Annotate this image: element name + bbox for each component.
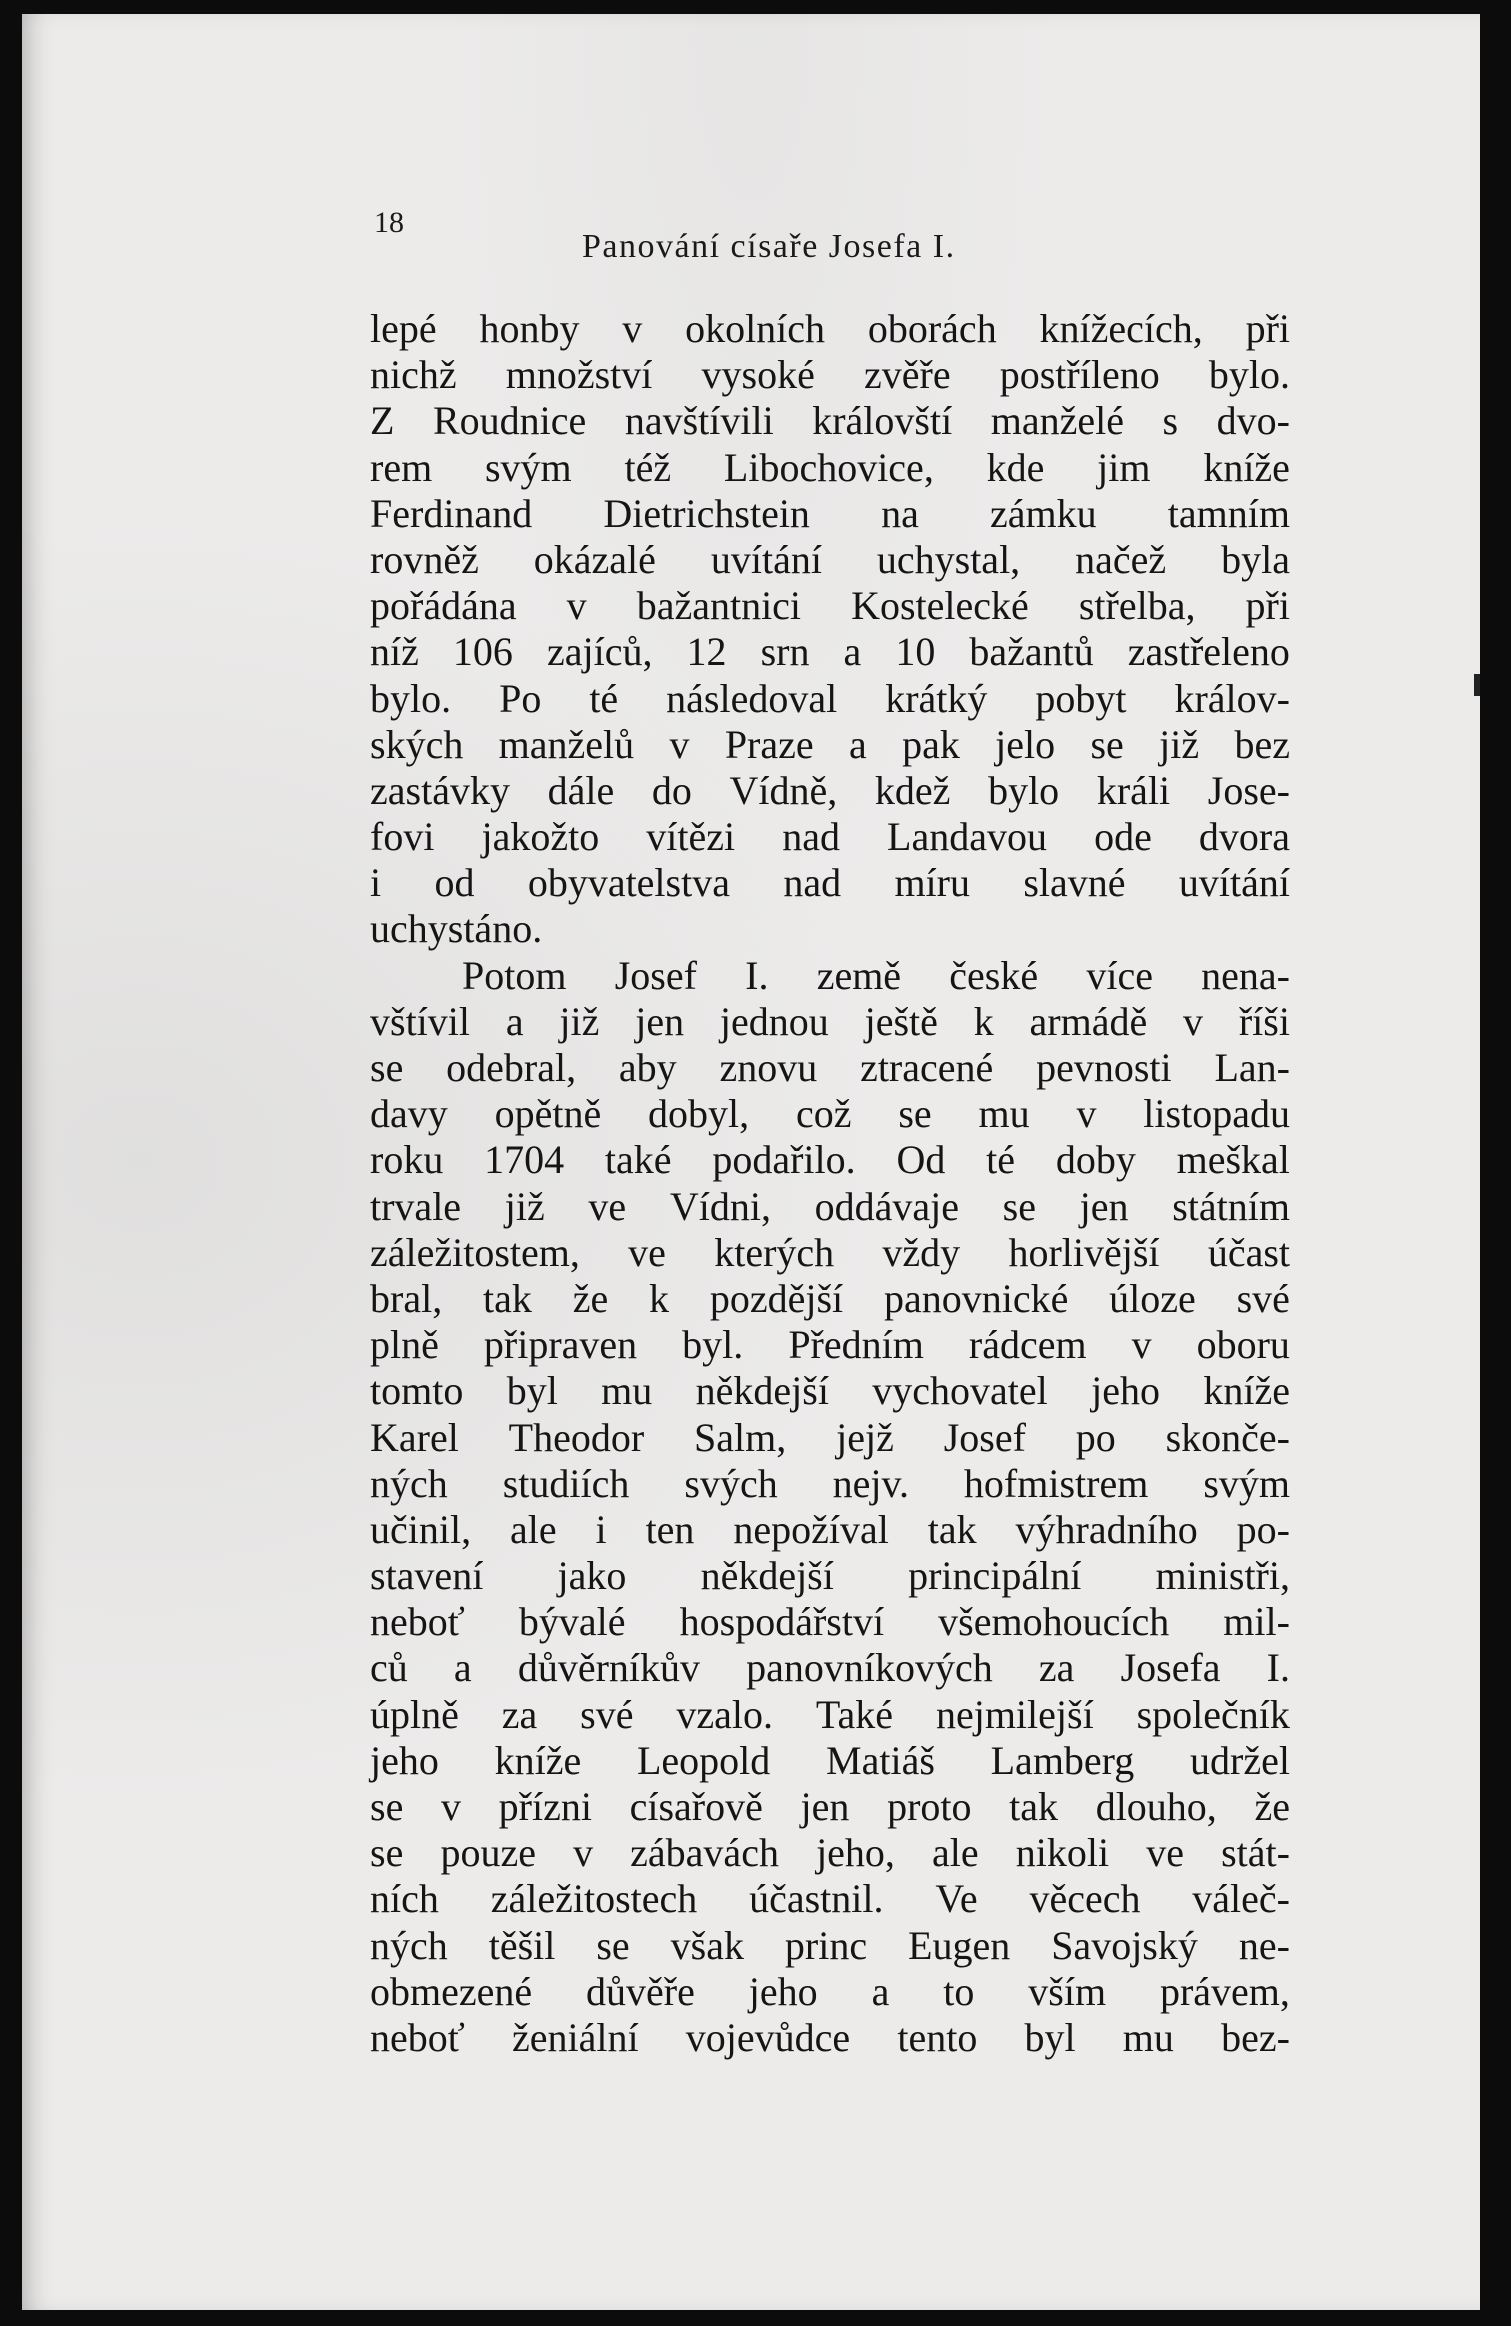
text-line: ných těšil se však princ Eugen Savojský ne- <box>370 1922 1290 1968</box>
text-line: ských manželů v Praze a pak jelo se již bez <box>370 721 1290 767</box>
body-text <box>370 306 1290 2061</box>
text-line: bylo. Po té následoval krátký pobyt králov- <box>370 675 1290 721</box>
text-line: se v přízni císařově jen proto tak dlouho, že <box>370 1784 1290 1829</box>
text-line: záležitostem, ve kterých vždy horlivější účast <box>370 1229 1290 1275</box>
text-line: obmezené důvěře jeho a to vším právem, <box>370 1968 1290 2014</box>
text-line: Ferdinand Dietrichstein na zámku tamním <box>370 490 1290 536</box>
text-line: rovněž okázalé uvítání uchystal, načež byla <box>370 536 1290 582</box>
text-line: ců a důvěrníkův panovníkových za Josefa I. <box>370 1645 1290 1691</box>
text-line: níž 106 zajíců, 12 srn a 10 bažantů zastřeleno <box>370 629 1290 675</box>
text-line: uchystáno. <box>370 906 543 952</box>
text-line: úplně za své vzalo. Také nejmilejší společník <box>370 1691 1290 1737</box>
text-line: zastávky dále do Vídně, kdež bylo králi Jose- <box>370 767 1290 813</box>
text-line: Z Roudnice navštívili královští manželé s dvo- <box>370 398 1290 444</box>
text-line: lepé honby v okolních oborách knížecích, při <box>370 306 1290 351</box>
text-line: neboť bývalé hospodářství všemohoucích mil- <box>370 1599 1290 1645</box>
text-line: ních záležitostech účastnil. Ve věcech váleč- <box>370 1876 1290 1922</box>
text-line: davy opětně dobyl, což se mu v listopadu <box>370 1091 1290 1137</box>
text-line: roku 1704 také podařilo. Od té doby meškal <box>370 1137 1290 1183</box>
text-line: nichž množství vysoké zvěře postříleno bylo. <box>370 352 1290 398</box>
text-line: fovi jakožto vítězi nad Landavou ode dvora <box>370 814 1290 860</box>
text-line: učinil, ale i ten nepožíval tak výhradního po- <box>370 1506 1290 1552</box>
page-number: 18 <box>374 206 404 239</box>
text-line: trvale již ve Vídni, oddávaje se jen státním <box>370 1183 1290 1229</box>
text-line: Karel Theodor Salm, jejž Josef po skonče- <box>370 1414 1290 1460</box>
text-line: bral, tak že k pozdější panovnické úloze své <box>370 1275 1290 1321</box>
text-line: se pouze v zábavách jeho, ale nikoli ve stát- <box>370 1830 1290 1876</box>
text-line: neboť ženiální vojevůdce tento byl mu bez- <box>370 2014 1290 2060</box>
book-page <box>22 14 1480 2310</box>
text-line: jeho kníže Leopold Matiáš Lamberg udržel <box>370 1737 1290 1783</box>
text-line: stavení jako někdejší principální ministři, <box>370 1553 1290 1599</box>
text-line: pořádána v bažantnici Kostelecké střelba, při <box>370 583 1290 629</box>
text-line: rem svým též Libochovice, kde jim kníže <box>370 444 1290 490</box>
text-line: ných studiích svých nejv. hofmistrem svým <box>370 1460 1290 1506</box>
running-title: Panování císaře Josefa I. <box>582 228 956 265</box>
page-edge-mark <box>1474 674 1480 696</box>
text-line: Potom Josef I. země české více nena- <box>462 952 1290 998</box>
text-line: i od obyvatelstva nad míru slavné uvítání <box>370 860 1290 906</box>
text-line: vštívil a již jen jednou ještě k armádě v říši <box>370 998 1290 1044</box>
text-line: plně připraven byl. Předním rádcem v oboru <box>370 1322 1290 1368</box>
text-line: tomto byl mu někdejší vychovatel jeho kníže <box>370 1368 1290 1414</box>
text-line: se odebral, aby znovu ztracené pevnosti Lan- <box>370 1045 1290 1090</box>
